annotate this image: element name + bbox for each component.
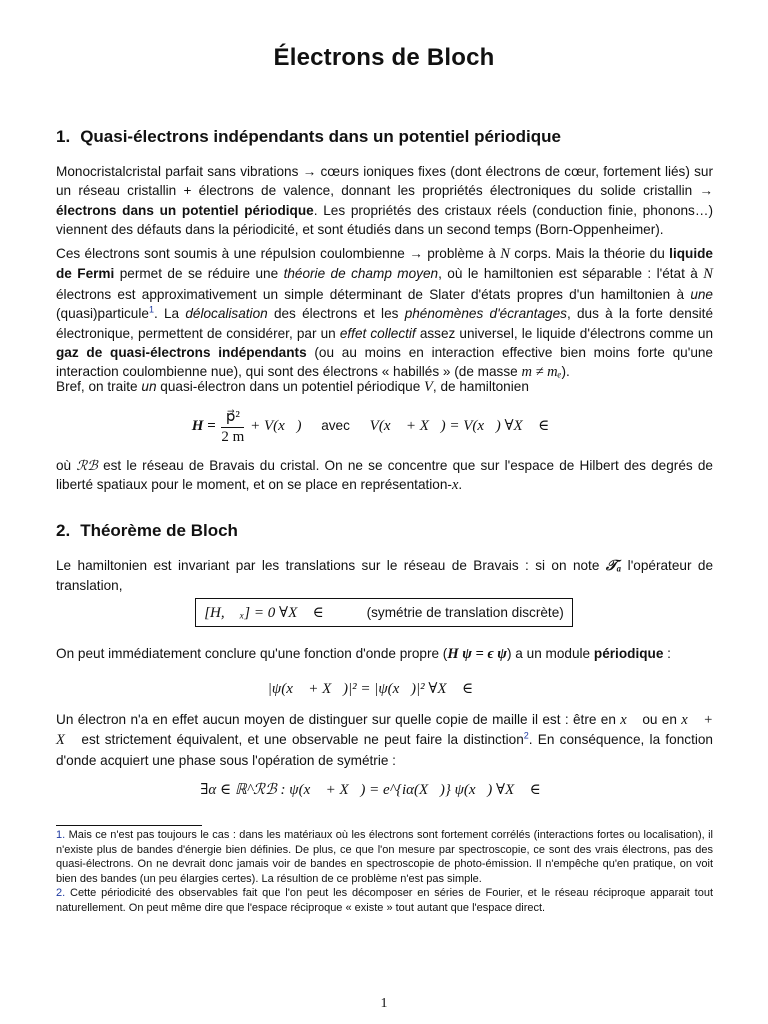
p3-text-1: Bref, on traite: [56, 379, 142, 394]
paragraph-6: [56, 644, 713, 664]
p5-text-1: Le hamiltonien est invariant par les translations sur le réseau de Bravais : si on note: [56, 558, 606, 573]
section-2-title: Théorème de Bloch: [80, 521, 238, 540]
eq2-note: (symétrie de translation discrète): [366, 605, 564, 620]
p2-bold-1: liquide de Fermi: [56, 246, 713, 282]
p4-math-RB: ℛℬ: [76, 458, 98, 473]
p2-math-N1: N: [500, 246, 510, 262]
p2-text-12: ).: [561, 364, 570, 380]
p3-text-2: quasi-électron dans un potentiel périodique: [156, 379, 425, 394]
footnote-2-number: 2.: [56, 887, 66, 899]
p2-text-3: permet de se réduire une: [114, 266, 284, 282]
eq1-condition: V(x⃗ + X⃗) = V(x⃗) ∀X⃗ ∈ ℛℬ: [369, 417, 577, 434]
p2-italic-4: phénomènes d'écrantages: [404, 306, 567, 322]
p2-text-9: , dus à la forte densité électronique, permettent de considérer, par un: [56, 306, 714, 341]
p2-math-mass: m ≠ mₑ: [521, 364, 562, 381]
paragraph-4: [56, 456, 713, 496]
eq2-box: [195, 598, 573, 627]
equation-hamiltonian: [0, 407, 768, 446]
section-1-title: Quasi-électrons indépendants dans un potentiel périodique: [80, 127, 561, 146]
section-1-number: 1.: [56, 127, 71, 146]
p6-text-3: :: [663, 646, 671, 661]
footnote-1: [56, 828, 713, 886]
p7-text-3: est strictement équivalent, et une observable ne peut faire la distinction: [76, 732, 524, 748]
paragraph-2: [56, 244, 713, 383]
section-2-number: 2.: [56, 521, 71, 540]
equation-commutator: [0, 598, 768, 627]
p2-italic-5: effet collectif: [339, 325, 416, 341]
footnote-rule: [56, 825, 202, 826]
footnote-2: [56, 886, 713, 915]
paragraph-5: [56, 556, 713, 596]
p2-text-11: (ou au moins en interaction effective bien moins forte qu'une interaction coulombienne nue), qui sont des électrons « habillés » (de masse: [56, 345, 713, 380]
eq1-lhs: H =: [191, 417, 216, 434]
p5-math-T: 𝒯ₐ: [605, 558, 622, 574]
eq1-numerator: p⃗²: [221, 407, 244, 428]
p2-bold-2: gaz de quasi-électrons indépendants: [56, 345, 307, 361]
eq1-fraction: [221, 407, 244, 446]
p4-text-3: .: [458, 477, 463, 493]
paragraph-3: [56, 377, 713, 397]
footnote-1-text: Mais ce n'est pas toujours le cas : dans les matériaux où les électrons sont fortement corrélés (interactions fortes ou localisation), il n'existe plus de bandes d'énergie bien définies. De plus, ce que l'on mesure par spectroscopie, ce sont des vrais électrons, pas des quasi-électrons. On ne devrait donc jamais voir de bandes en spectroscopie de photo-émission. Il n'empêche qu'en pratique, on voit bien des bandes (un peu élargies certes). La résultion de ce problème n'est pas simple.: [56, 829, 713, 885]
p2-text-5: électrons est approximativement un simple déterminant de Slater d'états propres d'un hamiltonien à: [56, 286, 691, 302]
p5-text-2: l'opérateur de translation,: [56, 558, 714, 594]
p6-text-2: ) a un module: [507, 646, 594, 661]
p2-text-7: . La: [153, 306, 186, 322]
footnote-2-text: Cette périodicité des observables fait que l'on peut les décomposer en séries de Fourier, et le réseau réciproque apparait tout naturellement. On peut même dire que l'espace réciproque « existe » tout autant que l'espace direct.: [56, 887, 714, 914]
p2-italic-3: délocalisation: [185, 306, 268, 322]
p2-text-4: , où le hamiltonien est séparable : l'état à: [438, 266, 704, 282]
p6-text-1: On peut immédiatement conclure qu'une fonction d'onde propre (: [56, 646, 448, 661]
equation-periodic-modulus: [0, 679, 768, 698]
p2-italic-1: théorie de champ moyen: [283, 266, 439, 282]
p3-math-V: V: [424, 379, 433, 395]
document-title: Électrons de Bloch: [273, 44, 495, 71]
p4-math-x: x: [451, 477, 459, 494]
eq2-math: [H, 𝒯ₓ] = 0 ∀X⃗ ∈ ℛℬ: [204, 605, 351, 621]
p7-text-1: Un électron n'a en effet aucun moyen de distinguer sur quelle copie de maille il est : être en: [56, 712, 621, 727]
footnote-ref-2[interactable]: 2: [523, 730, 529, 741]
p2-italic-2: une: [690, 286, 713, 302]
equation-bloch-phase: [0, 780, 768, 799]
p7-math-1: x⃗: [620, 712, 638, 728]
p6-math-1: H ψ = ϵ ψ: [447, 646, 507, 662]
p1-text-1: Monocristalcristal parfait sans vibrations → cœurs ioniques fixes (dont électrons de cœur, fortement liés) sur un réseau cristallin + électrons de valence, donnant les propriétés électroniques du solide cristallin →: [56, 164, 713, 199]
eq4-math: ∃α ∈ ℝ^ℛℬ : ψ(x⃗ + X⃗) = e^{iα(X⃗)} ψ(x⃗) ∀X⃗ ∈ ℛℬ: [200, 782, 568, 798]
p2-text-2: corps. Mais la théorie du: [509, 246, 670, 261]
p7-math-2: x⃗ + X⃗: [56, 712, 713, 749]
p7-text-2: ou en: [637, 712, 682, 727]
p1-text-2: . Les propriétés des cristaux réels (conduction finie, phonons…) viennent des défauts dans la périodicité, et sont étudiés dans un second temps (Born-Oppenheimer).: [56, 202, 713, 238]
paragraph-7: [56, 710, 713, 770]
p7-text-4: . En conséquence, la fonction d'onde acquiert une phase sous l'opération de symétrie :: [56, 732, 713, 768]
footnote-ref-1[interactable]: 1: [148, 304, 154, 315]
p1-bold-1: électrons dans un potentiel périodique: [56, 202, 314, 218]
eq3-math: |ψ(x⃗ + X⃗)|² = |ψ(x⃗)|² ∀X⃗ ∈ ℛℬ: [267, 681, 501, 697]
section-2-heading: [56, 521, 238, 541]
footnote-1-number: 1.: [56, 829, 66, 841]
p6-bold-1: périodique: [593, 646, 664, 661]
page-number: 1: [380, 996, 388, 1011]
p2-text-6: (quasi)particule: [56, 306, 149, 322]
p2-text-10: assez universel, le liquide d'électrons comme un: [415, 325, 713, 341]
p3-text-3: , de hamiltonien: [432, 379, 529, 394]
eq1-avec: avec: [321, 417, 350, 433]
p4-text-2: est le réseau de Bravais du cristal. On ne se concentre que sur l'espace de Hilbert des degrés de liberté spatiaux pour le moment, et on se place en représentation-: [56, 458, 713, 493]
section-1-heading: [56, 127, 561, 147]
p3-italic-1: un: [141, 379, 157, 394]
eq1-denominator: 2 m: [221, 429, 245, 445]
p4-text-1: où: [56, 458, 77, 473]
eq1-potential: + V(x⃗): [250, 417, 302, 434]
p2-math-N2: N: [703, 266, 713, 283]
paragraph-1: [56, 162, 713, 240]
p2-text-8: des électrons et les: [267, 306, 405, 322]
p2-text-1: Ces électrons sont soumis à une répulsion coulombienne → problème à: [56, 246, 501, 261]
